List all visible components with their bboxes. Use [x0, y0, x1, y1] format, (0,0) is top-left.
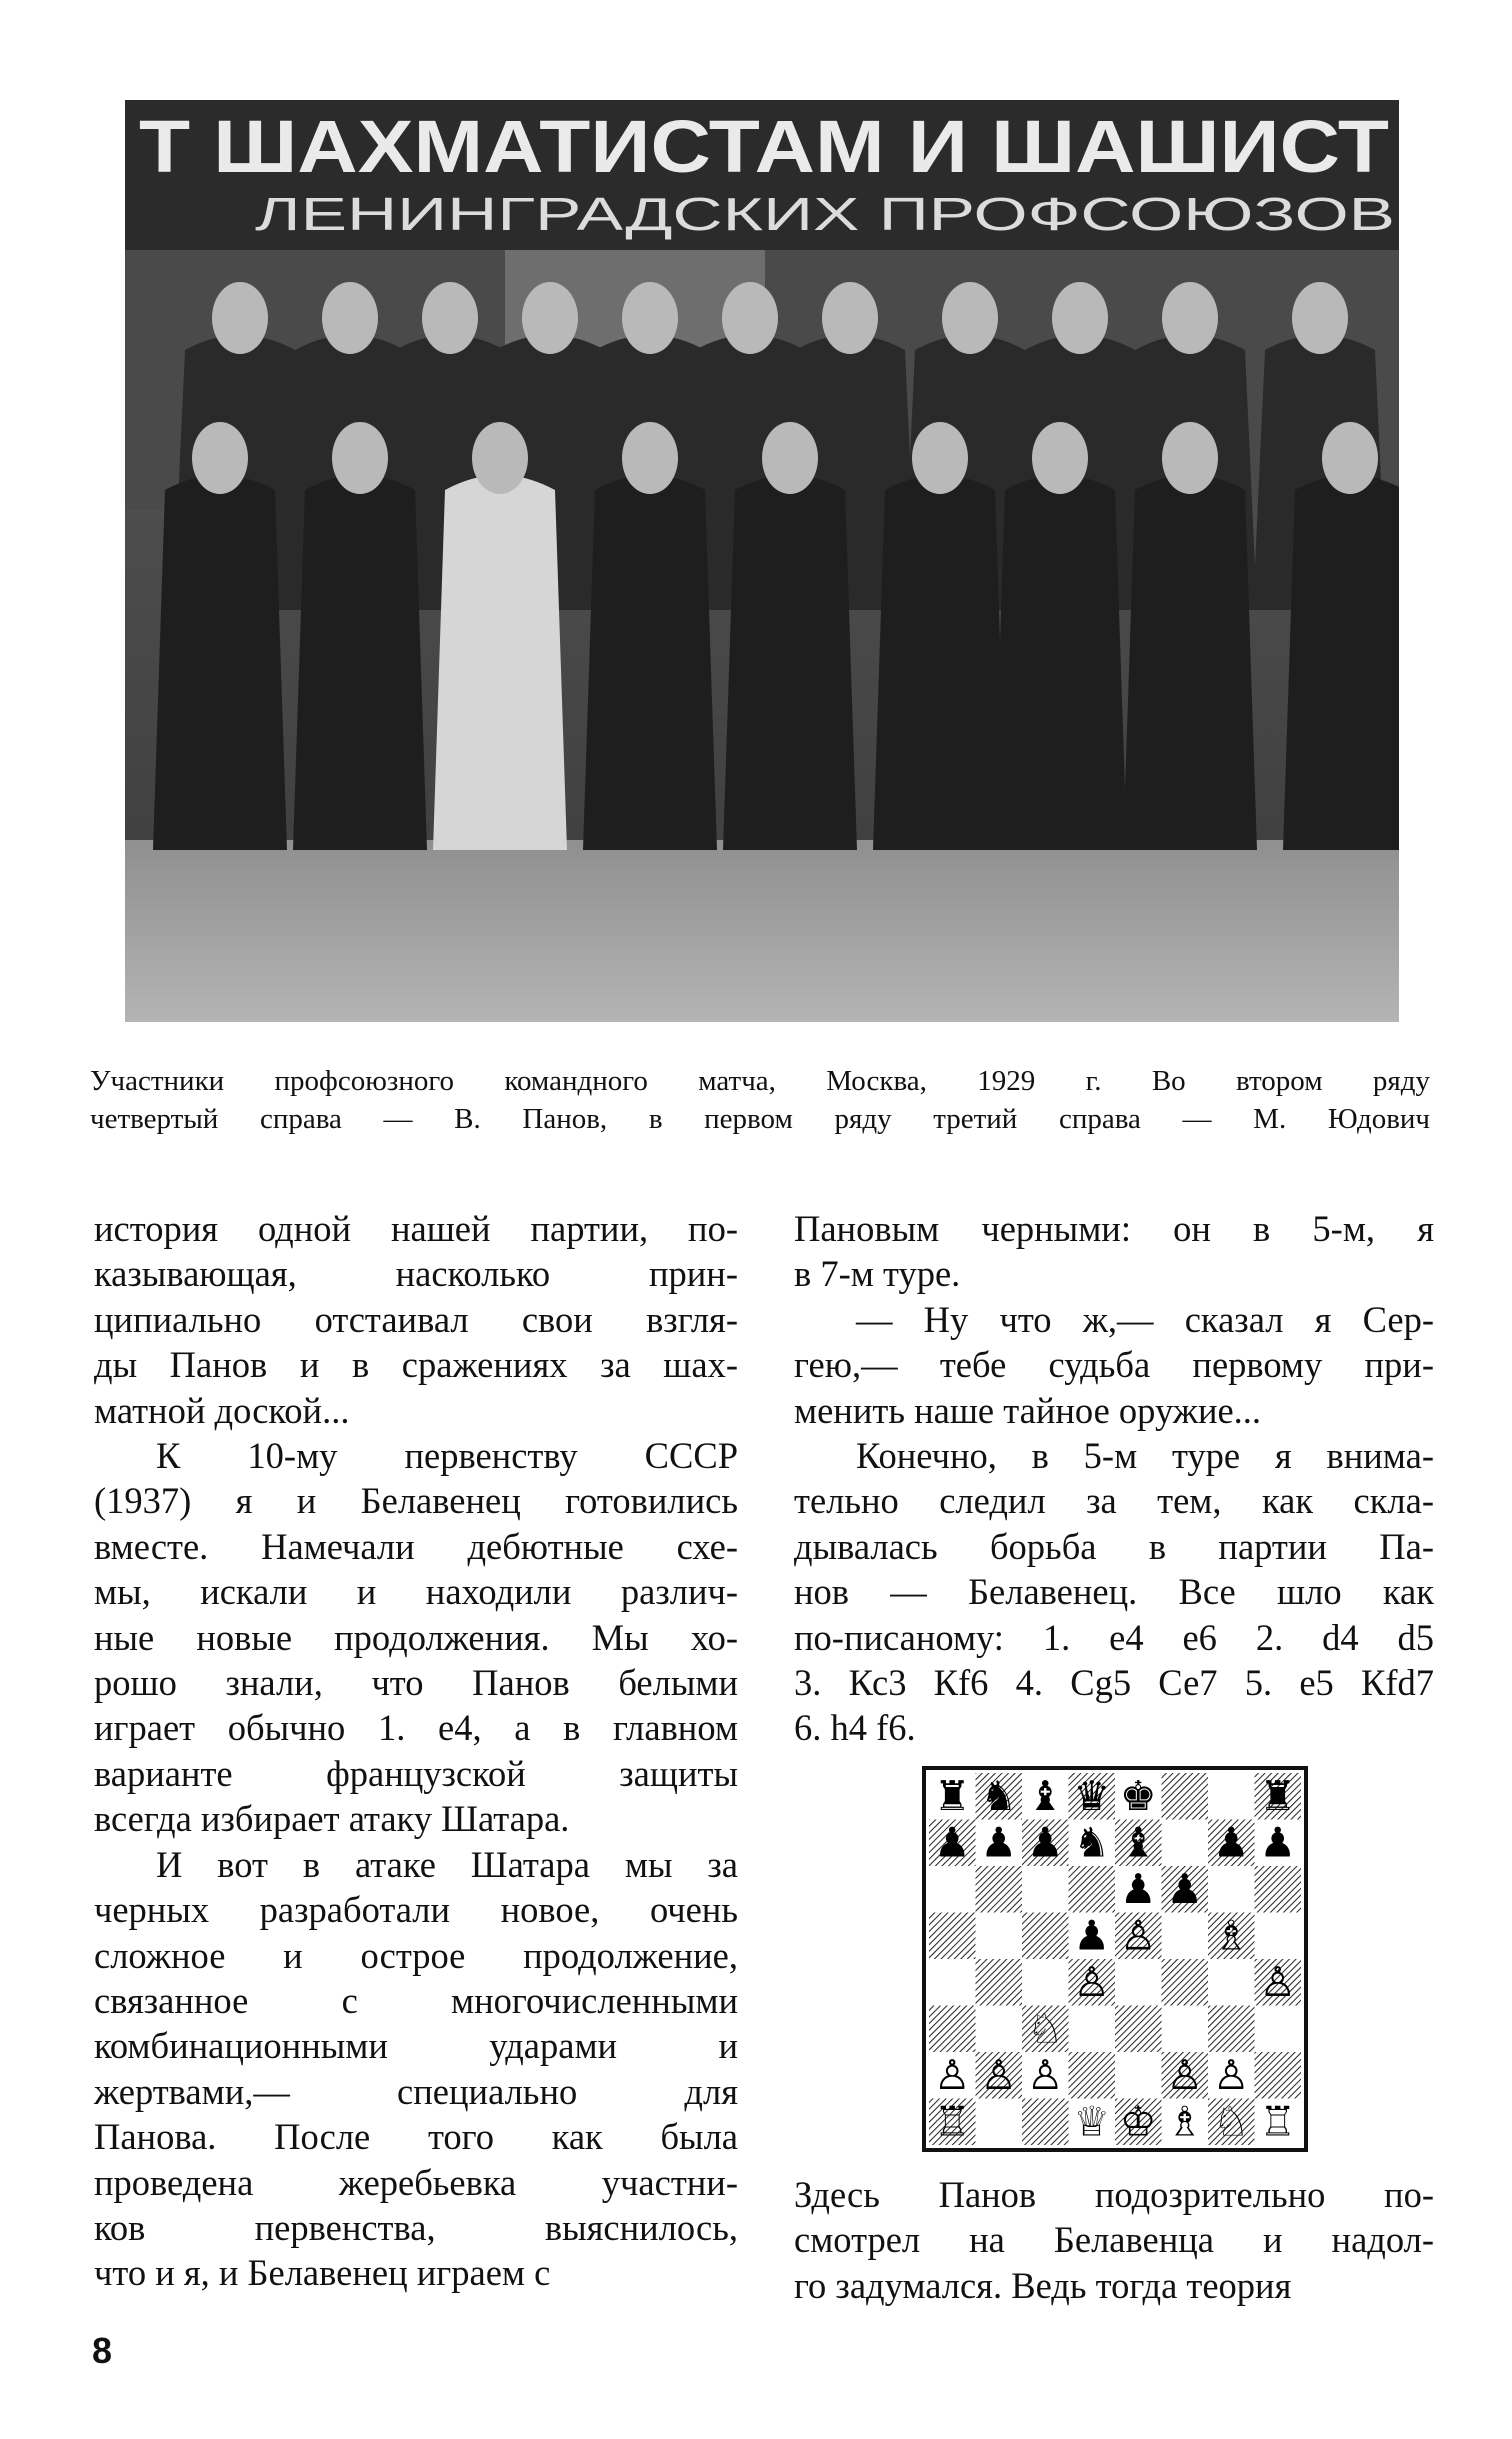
white-piece: ♘ [1212, 2097, 1250, 2145]
person-head [1292, 282, 1348, 354]
text-line: К 10-му первенству СССР [156, 1435, 738, 1477]
black-piece: ♜ [1259, 1773, 1297, 1821]
person-silhouette [433, 475, 567, 850]
board-square [1115, 2006, 1162, 2053]
white-piece: ♘ [1026, 2004, 1064, 2053]
person-silhouette [993, 475, 1127, 850]
text-line: казывающая, насколько прин- [94, 1253, 738, 1295]
person-head [422, 282, 478, 354]
text-line: Панова. После того как была [94, 2116, 738, 2158]
board-square [929, 1913, 976, 1960]
person-head [472, 422, 528, 494]
chess-board [929, 1773, 1301, 2145]
people-group [153, 282, 1399, 850]
white-piece: ♙ [1166, 2051, 1204, 2100]
text-line: тельно следил за тем, как скла- [794, 1480, 1434, 1522]
board-square [1022, 1913, 1069, 1960]
board-square [1208, 1959, 1255, 2006]
white-piece: ♙ [1212, 2051, 1250, 2100]
board-square [929, 2006, 976, 2053]
board-square [1115, 1959, 1162, 2006]
person-head [332, 422, 388, 494]
text-line: матной доской... [94, 1389, 350, 1431]
black-piece: ♞ [980, 1773, 1018, 1821]
text-line: в 7-м туре. [794, 1253, 961, 1295]
text-line: нов — Белавенец. Все шло как [794, 1571, 1434, 1613]
black-piece: ♞ [1073, 1818, 1111, 1867]
white-piece: ♙ [1259, 1958, 1297, 2007]
right-column [794, 1206, 1434, 1751]
text-line: (1937) я и Белавенец готовились [94, 1480, 738, 1522]
board-square [1208, 1866, 1255, 1913]
text-line: рошо знали, что Панов белыми [94, 1662, 738, 1704]
person-silhouette [583, 475, 717, 850]
board-square [1162, 1773, 1209, 1820]
person-silhouette [153, 475, 287, 850]
text-line: — Ну что ж,— сказал я Сер- [856, 1298, 1434, 1340]
white-piece: ♗ [1212, 1911, 1250, 1960]
person-head [822, 282, 878, 354]
text-line: история одной нашей партии, по- [94, 1208, 738, 1249]
white-piece: ♙ [1026, 2051, 1064, 2100]
board-square [1255, 2052, 1302, 2099]
board-square [929, 1959, 976, 2006]
white-piece: ♖ [1259, 2097, 1297, 2145]
person-head [912, 422, 968, 494]
text-line: гею,— тебе судьба первому при- [794, 1344, 1434, 1386]
board-square [1255, 1913, 1302, 1960]
text-line: Пановым черными: он в 5-м, я [794, 1208, 1434, 1249]
text-line: что и я, и Белавенец играем с [94, 2252, 551, 2294]
person-head [322, 282, 378, 354]
black-piece: ♟ [1166, 1865, 1204, 1914]
black-piece: ♟ [1212, 1818, 1250, 1867]
board-square [1255, 2006, 1302, 2053]
white-piece: ♗ [1166, 2097, 1204, 2145]
person-silhouette [293, 475, 427, 850]
white-piece: ♙ [933, 2051, 971, 2100]
text-line: Конечно, в 5-м туре я внима- [856, 1435, 1434, 1477]
black-piece: ♟ [1259, 1818, 1297, 1867]
text-line: дывалась борьба в партии Па- [794, 1525, 1434, 1567]
black-piece: ♝ [1119, 1818, 1157, 1867]
black-piece: ♟ [1026, 1818, 1064, 1867]
group-photo-image [125, 100, 1399, 1022]
board-square [976, 2099, 1023, 2146]
board-square [1208, 2006, 1255, 2053]
black-piece: ♝ [1026, 1773, 1064, 1821]
white-piece: ♔ [1119, 2097, 1157, 2145]
text-line: менить наше тайное оружие... [794, 1389, 1262, 1431]
black-piece: ♟ [933, 1818, 971, 1867]
person-head [1052, 282, 1108, 354]
board-square [1162, 1913, 1209, 1960]
board-square [976, 1913, 1023, 1960]
person-head [192, 422, 248, 494]
black-piece: ♟ [1119, 1865, 1157, 1914]
person-head [1322, 422, 1378, 494]
white-piece: ♙ [980, 2051, 1018, 2100]
text-line: по-писаному: 1. е4 е6 2. d4 d5 [794, 1616, 1434, 1658]
board-square [1022, 1866, 1069, 1913]
text-line: варианте французской защиты [94, 1752, 738, 1794]
text-line: И вот в атаке Шатара мы за [156, 1843, 738, 1885]
text-line: комбинационными ударами и [94, 2025, 738, 2067]
board-square [1022, 2099, 1069, 2146]
person-head [1032, 422, 1088, 494]
group-photo [125, 100, 1399, 1022]
white-piece: ♙ [1119, 1911, 1157, 1960]
black-piece: ♟ [980, 1818, 1018, 1867]
board-square [1208, 1773, 1255, 1820]
board-square [1022, 1959, 1069, 2006]
white-piece: ♕ [1073, 2097, 1111, 2145]
left-column [94, 1206, 738, 2296]
person-head [942, 282, 998, 354]
text-line: проведена жеребьевка участни- [94, 2161, 738, 2203]
person-head [1162, 422, 1218, 494]
text-line: жертвами,— специально для [94, 2070, 738, 2112]
person-head [522, 282, 578, 354]
board-square [1162, 1820, 1209, 1867]
banner-line-1: Т ШАХМАТИСТАМ И ШАШИСТ [139, 105, 1389, 188]
white-piece: ♖ [933, 2097, 971, 2145]
text-line: ные новые продолжения. Мы хо- [94, 1616, 738, 1658]
board-square [1115, 2052, 1162, 2099]
black-piece: ♜ [933, 1773, 971, 1821]
text-line: ды Панов и в сражениях за шах- [94, 1344, 738, 1386]
text-line: черных разработали новое, очень [94, 1889, 738, 1931]
text-line: 3. Кс3 Кf6 4. Сg5 Се7 5. е5 Кfd7 [794, 1662, 1434, 1704]
person-silhouette [873, 475, 1007, 850]
person-head [212, 282, 268, 354]
right-column-continuation [794, 2172, 1434, 2308]
person-head [722, 282, 778, 354]
board-square [976, 1866, 1023, 1913]
text-line: связанное с многочисленными [94, 1979, 738, 2021]
text-line: 6. h4 f6. [794, 1707, 916, 1749]
board-square [976, 1959, 1023, 2006]
person-silhouette [723, 475, 857, 850]
board-square [1069, 1866, 1116, 1913]
text-line: Здесь Панов подозрительно по- [794, 2174, 1434, 2215]
person-head [622, 282, 678, 354]
text-line: ков первенства, выяснилось, [94, 2206, 738, 2248]
person-head [1162, 282, 1218, 354]
board-square [1069, 2006, 1116, 2053]
board-square [1162, 1959, 1209, 2006]
text-line: го задумался. Ведь тогда теория [794, 2264, 1292, 2306]
board-square [1255, 1866, 1302, 1913]
white-piece: ♙ [1073, 1958, 1111, 2007]
text-line: вместе. Намечали дебютные схе- [94, 1525, 738, 1567]
page-number: 8 [92, 2330, 113, 2371]
caption-line: четвертый справа — В. Панов, в первом ряду третий справа — М. Юдович [90, 1103, 1430, 1135]
text-line: мы, искали и находили различ- [94, 1571, 738, 1613]
photo-caption [90, 1062, 1430, 1138]
black-piece: ♚ [1119, 1773, 1157, 1821]
person-head [622, 422, 678, 494]
text-line: сложное и острое продолжение, [94, 1934, 738, 1976]
banner-line-2: ЛЕНИНГРАДСКИХ ПРОФСОЮЗОВ [255, 188, 1395, 240]
caption-line: Участники профсоюзного командного матча, Москва, 1929 г. Во втором ряду [90, 1065, 1430, 1097]
person-head [762, 422, 818, 494]
board-square [1162, 2006, 1209, 2053]
board-square [976, 2006, 1023, 2053]
text-line: смотрел на Белавенца и надол- [794, 2219, 1434, 2261]
board-square [929, 1866, 976, 1913]
text-line: всегда избирает атаку Шатара. [94, 1798, 570, 1840]
person-silhouette [1283, 475, 1399, 850]
text-line: играет обычно 1. е4, а в главном [94, 1707, 738, 1749]
black-piece: ♛ [1073, 1773, 1111, 1821]
text-line: ципиально отстаивал свои взгля- [94, 1298, 738, 1340]
black-piece: ♟ [1073, 1911, 1111, 1960]
person-silhouette [1123, 475, 1257, 850]
board-square [1069, 2052, 1116, 2099]
chess-diagram [922, 1766, 1308, 2152]
